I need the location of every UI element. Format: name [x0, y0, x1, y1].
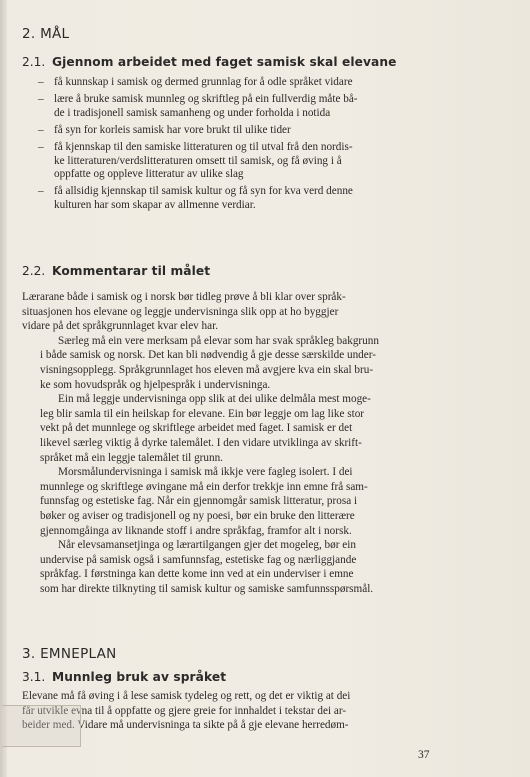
comment-paragraph	[22, 334, 432, 392]
subsection-2-1-title: Gjennom arbeidet med faget samisk skal elevane	[52, 55, 397, 69]
goal-list-line: få allsidig kjennskap til samisk kultur og få syn for kva verd denne	[54, 185, 353, 198]
paragraph-line: munnlege og skriftlege øvingane må ein derfor trekkje inn emne frå sam-	[40, 480, 368, 493]
comment-paragraph	[22, 538, 432, 596]
page-binding-edge	[0, 0, 7, 777]
paragraph-line: situasjonen hos elevane og leggje undervisninga slik opp at ho byggjer	[22, 305, 339, 318]
goal-list-item	[38, 124, 483, 138]
subsection-2-1-number: 2.1.	[22, 55, 46, 69]
section-2-heading: 2. MÅL	[22, 26, 70, 42]
comment-paragraph	[22, 392, 432, 465]
comment-paragraph	[22, 290, 432, 334]
paragraph-line: Morsmålundervisninga i samisk må ikkje vere fagleg isolert. I dei	[58, 466, 353, 479]
goal-list-line: få kjennskap til den samiske litteraturen og til utval frå den nordis-	[54, 140, 353, 153]
paragraph-line: leg blir samla til ein heilskap for elevane. Ein bør leggje om lag like stor	[40, 407, 365, 420]
goal-list-line: kulturen har som skapar av allmenne verdiar.	[54, 199, 256, 212]
paragraph-line: ke som hovudspråk og hjelpespråk i undervisninga.	[40, 378, 271, 391]
goal-list-item	[38, 76, 483, 90]
goal-list-line: de i tradisjonell samisk samanheng og under forholda i notida	[54, 106, 331, 119]
paragraph-line: vidare på det språkgrunnlaget kvar elev har.	[22, 320, 219, 333]
paragraph-line: Lærarane både i samisk og i norsk bør tidleg prøve å bli klar over språk-	[22, 291, 346, 303]
paragraph-line: likevel særleg viktig å dyrke talemålet. I den vidare utviklinga av skrift-	[40, 436, 362, 449]
paragraph-line: Særleg må ein vere merksam på elevar som har svak språkleg bakgrunn	[58, 334, 379, 347]
paragraph-line: beider med. Vidare må undervisninga ta sikte på å gje elevane herredøm-	[22, 719, 349, 732]
paragraph-line: Når elevsamansetjinga og lærartilgangen gjer det mogeleg, bør ein	[58, 539, 356, 552]
subsection-3-1-number: 3.1.	[22, 670, 46, 684]
paragraph-line: visningsopplegg. Språkgrunnlaget hos eleven må avgjere kva ein skal bru-	[40, 363, 374, 376]
list-dash: –	[38, 123, 44, 136]
list-dash: –	[38, 185, 44, 198]
paragraph-line: språket må ein leggje talemålet til grunn.	[40, 451, 223, 464]
section-3-heading: 3. EMNEPLAN	[22, 646, 117, 662]
subsection-2-2-title: Kommentarar til målet	[52, 264, 211, 278]
list-dash: –	[38, 92, 44, 105]
subsection-3-1-heading	[22, 670, 226, 684]
goal-list	[38, 76, 483, 216]
goal-list-line: få kunnskap i samisk og dermed grunnlag for å odle språket vidare	[54, 76, 353, 88]
goal-list-item	[38, 185, 483, 213]
goal-list-item	[38, 141, 483, 182]
paragraph-line: gjennomgåinga av liknande stoff i andre språkfag, framfor alt i norsk.	[40, 524, 352, 537]
paragraph-line: Ein må leggje undervisninga opp slik at dei ulike delmåla mest moge-	[58, 393, 371, 406]
paragraph-line: vekt på det munnlege og skriftlege arbeidet med faget. I samisk er det	[40, 422, 353, 435]
subsection-2-1-heading	[22, 55, 396, 69]
paragraph-line: i både samisk og norsk. Det kan bli nødvendig å gje desse særskilde under-	[40, 349, 376, 362]
comment-paragraph	[22, 465, 432, 538]
section-3-1-text	[22, 689, 432, 733]
paragraph-line: som har direkte tilknyting til samisk kultur og samiske samfunnsspørsmål.	[40, 582, 374, 595]
list-dash: –	[38, 76, 44, 88]
subsection-2-2-heading	[22, 264, 210, 278]
scan-smudge	[2, 705, 81, 747]
paragraph-line: Elevane må få øving i å lese samisk tydeleg og rett, og det er viktig at dei	[22, 690, 351, 702]
section-3-1-paragraph	[22, 689, 432, 733]
goal-list-line: lære å bruke samisk munnleg og skriftleg på ein fullverdig måte bå-	[54, 92, 358, 105]
goal-list-line: oppfatte og oppleve litteratur av ulike slag	[54, 168, 244, 181]
paragraph-line: språkfag. I førstninga kan dette kome inn ved at ein underviser i emne	[40, 568, 354, 581]
paragraph-line: undervise på samisk også i samfunnsfag, estetiske fag og nærliggjande	[40, 553, 357, 566]
goal-list-line: ke litteraturen/verdslitteraturen omsett til samisk, og få øving i å	[54, 154, 342, 167]
goal-list-item	[38, 93, 483, 121]
page-number: 37	[418, 749, 430, 761]
subsection-2-2-number: 2.2.	[22, 264, 46, 278]
paragraph-line: bøker og aviser og tradisjonell og ny poesi, bør ein bruke den litterære	[40, 509, 355, 522]
goal-list-line: få syn for korleis samisk har vore brukt til ulike tider	[54, 123, 291, 136]
paragraph-line: får utvikle evna til å oppfatte og gjere greie for innhaldet i tekstar dei ar-	[22, 704, 347, 717]
subsection-3-1-title: Munnleg bruk av språket	[52, 670, 227, 684]
list-dash: –	[38, 140, 44, 153]
comment-paragraphs	[22, 290, 432, 596]
paragraph-line: funnsfag og estetiske fag. Når ein gjennomgår samisk litteratur, prosa i	[40, 495, 358, 508]
